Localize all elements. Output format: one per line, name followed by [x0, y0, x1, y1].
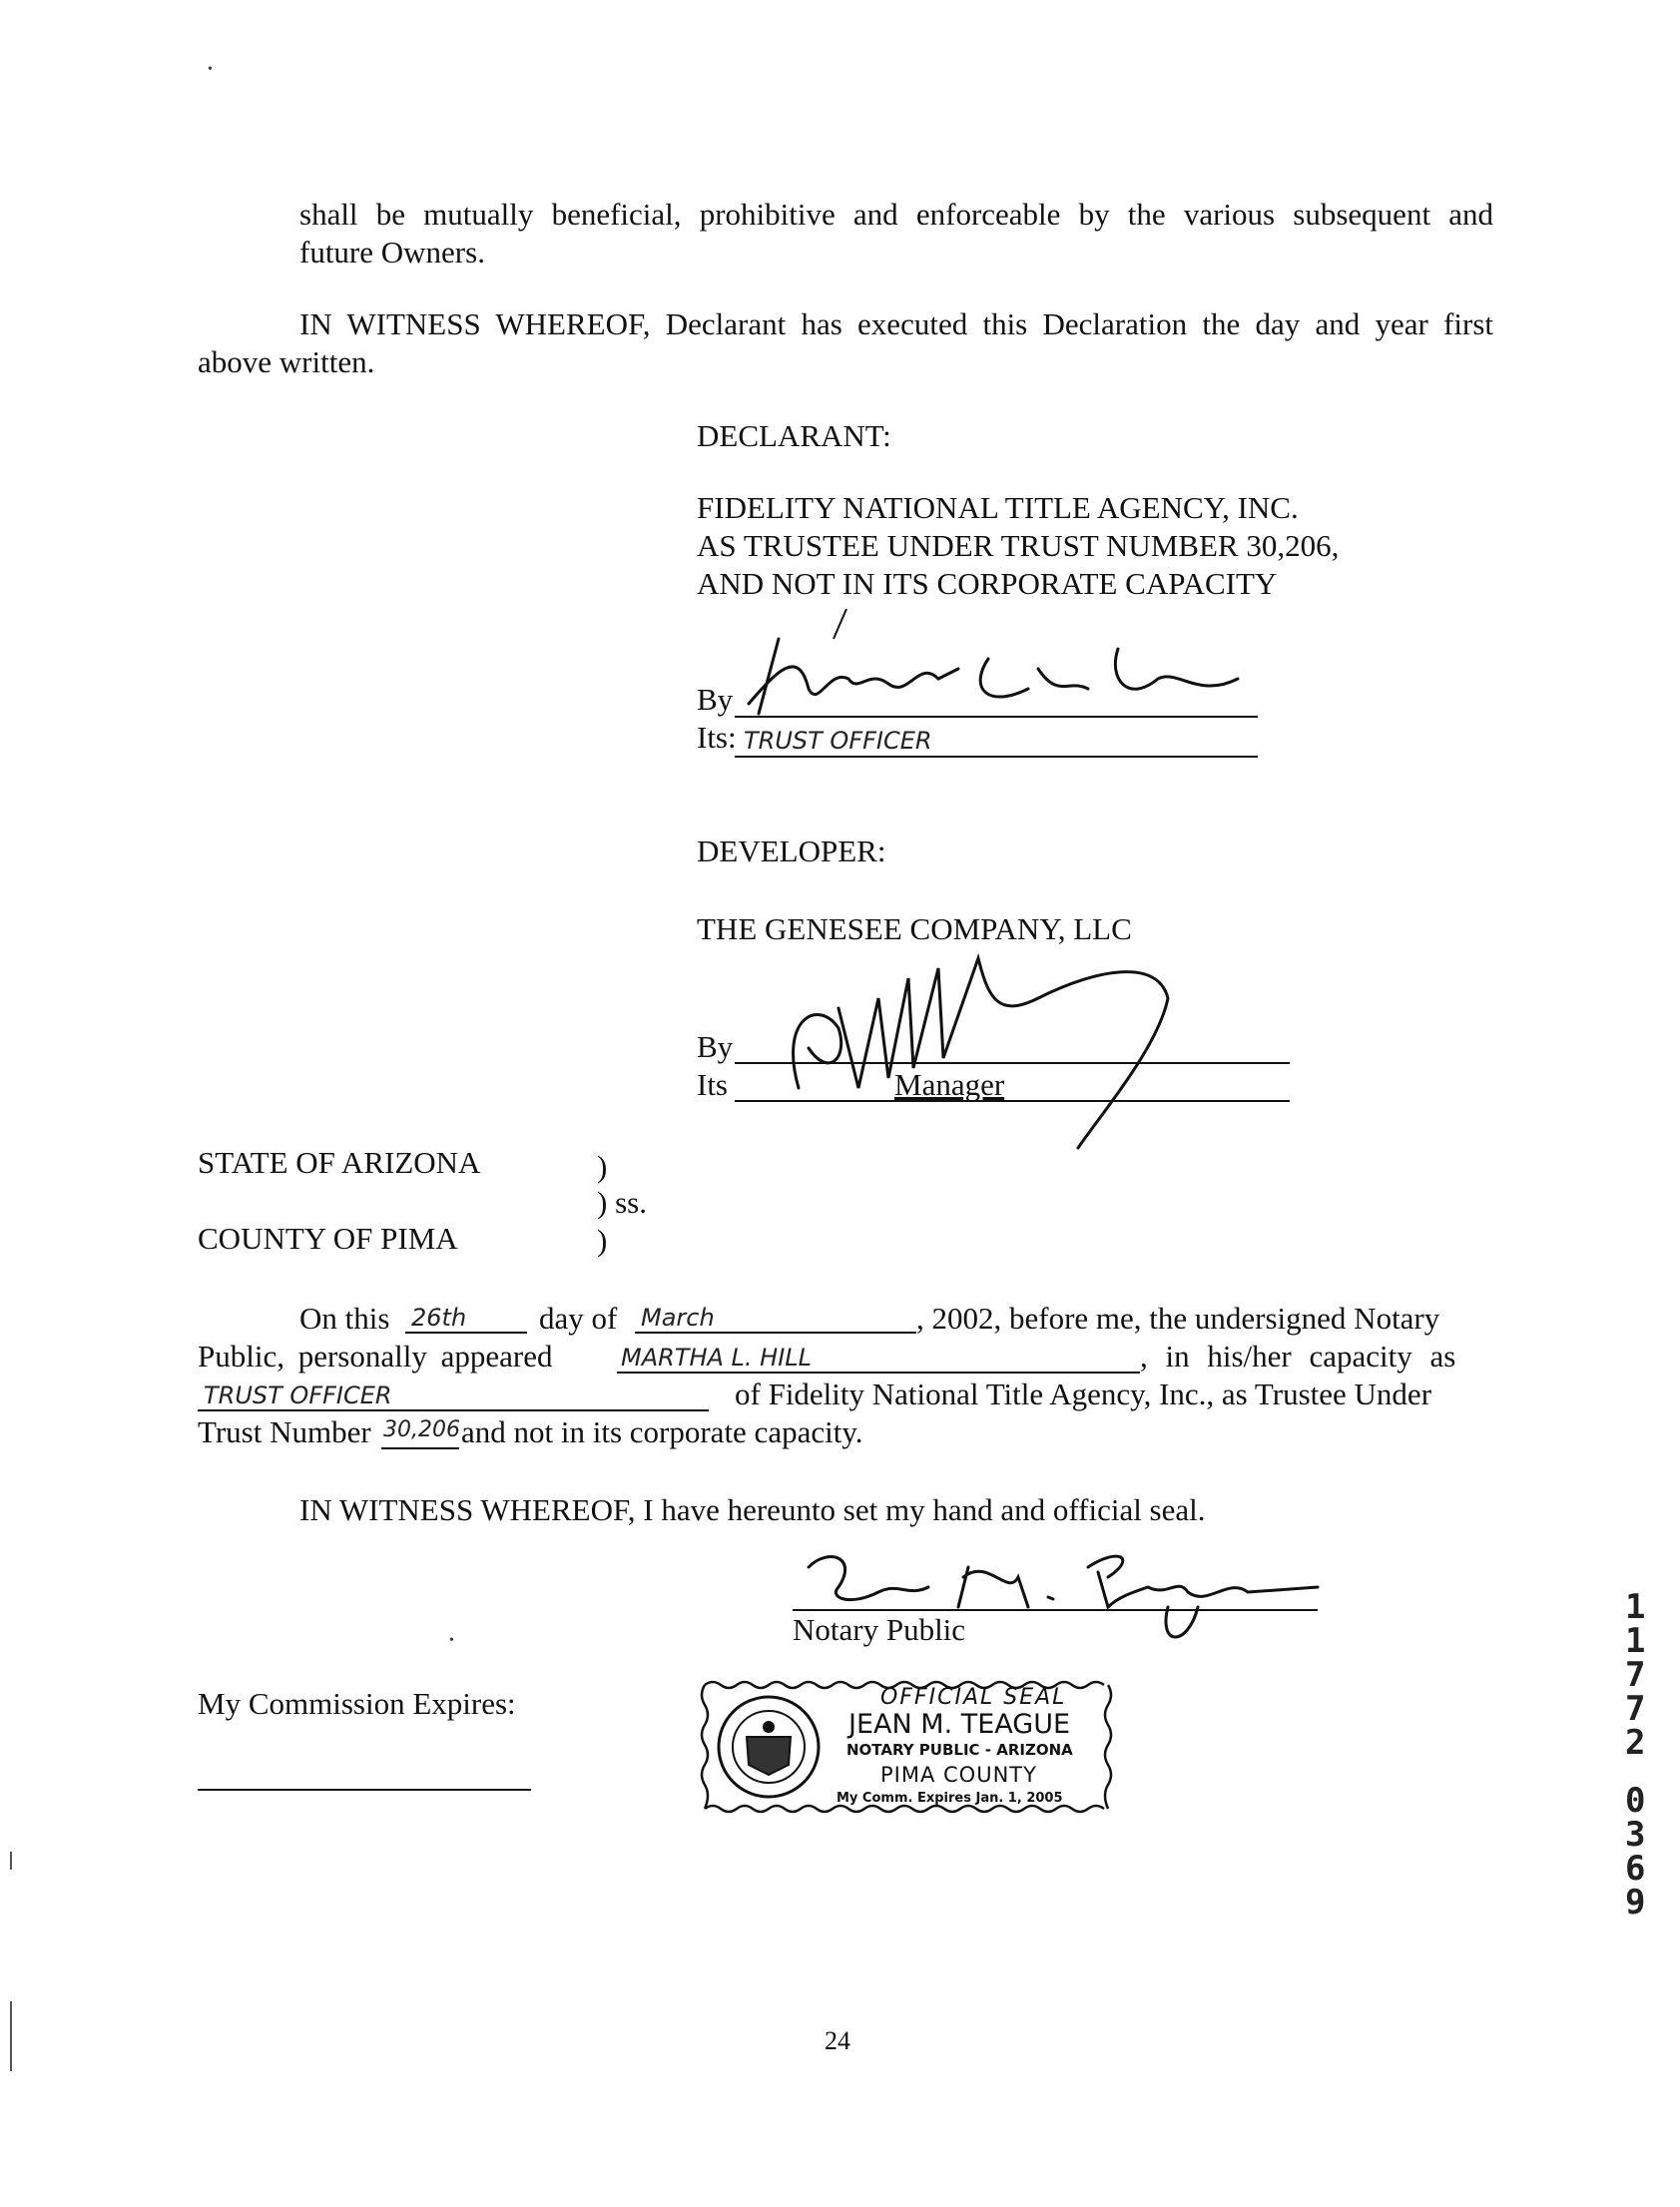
bates-digit: 7 [1625, 1689, 1646, 1729]
scan-speck-2: • [449, 1633, 454, 1648]
seal-line-3: NOTARY PUBLIC - ARIZONA [846, 1741, 1073, 1759]
seal-line-5: My Comm. Expires Jan. 1, 2005 [837, 1791, 1063, 1806]
venue-paren-1: ) [597, 1149, 608, 1184]
bates-digit: 6 [1625, 1849, 1646, 1889]
ack-month-line [635, 1332, 916, 1334]
commission-label: My Commission Expires: [198, 1686, 516, 1721]
declarant-its-label: Its: [697, 720, 737, 755]
ack-corporate-text: and not in its corporate capacity. [461, 1414, 863, 1449]
ack-trust-number-value: 30,206 [383, 1417, 460, 1442]
venue-ss: ) ss. [597, 1185, 647, 1220]
bates-digit: 0 [1625, 1781, 1646, 1821]
ack-year-text: , 2002, before me, the undersigned Notary [916, 1301, 1440, 1336]
ack-name-line [617, 1372, 1140, 1374]
commission-line [198, 1789, 531, 1791]
ack-trust-number-label: Trust Number [198, 1414, 371, 1449]
developer-company: THE GENESEE COMPANY, LLC [697, 911, 1132, 946]
bates-digit: 1 [1625, 1621, 1646, 1661]
seal-line-1: OFFICIAL SEAL [880, 1685, 1067, 1710]
developer-its-line [735, 1100, 1290, 1102]
bates-digit: 7 [1625, 1655, 1646, 1695]
paragraph-owners-line1: shall be mutually beneficial, prohibitive and enforceable by the various subsequent and [299, 197, 1493, 232]
ack-day-value: 26th [411, 1304, 467, 1332]
ack-day-line [405, 1332, 527, 1334]
declarant-its-value: TRUST OFFICER [744, 727, 932, 755]
witness-notary: IN WITNESS WHEREOF, I have hereunto set my hand and official seal. [299, 1492, 1206, 1527]
bates-digit: 2 [1625, 1723, 1646, 1763]
declarant-by-label: By [697, 682, 734, 717]
declarant-line-2: AS TRUSTEE UNDER TRUST NUMBER 30,206, [697, 528, 1340, 563]
declarant-its-line [735, 756, 1258, 758]
developer-its-value: Manager [894, 1067, 1005, 1102]
seal-line-4: PIMA COUNTY [880, 1763, 1037, 1787]
venue-state: STATE OF ARIZONA [198, 1145, 481, 1180]
scan-speck: • [208, 62, 213, 77]
witness-declarant-line1: IN WITNESS WHEREOF, Declarant has executed this Declaration the day and year first [299, 306, 1493, 341]
developer-its-label: Its [697, 1067, 728, 1102]
witness-declarant-line2: above written. [198, 344, 375, 379]
venue-county: COUNTY OF PIMA [198, 1221, 458, 1256]
ack-capacity-text: , in his/her capacity as [1140, 1339, 1456, 1374]
scan-edge-mark [10, 2001, 12, 2071]
page-number: 24 [825, 2026, 850, 2055]
ack-capacity-value: TRUST OFFICER [204, 1381, 392, 1409]
notary-seal [699, 1677, 1118, 1817]
bates-digit: 1 [1625, 1587, 1646, 1627]
declarant-heading: DECLARANT: [697, 418, 891, 453]
developer-heading: DEVELOPER: [697, 833, 886, 868]
notary-public-label: Notary Public [793, 1612, 966, 1647]
bates-digit: 9 [1625, 1883, 1646, 1923]
seal-line-2: JEAN M. TEAGUE [848, 1709, 1071, 1740]
developer-signature [739, 938, 1198, 1158]
ack-on-this: On this [299, 1301, 390, 1336]
ack-month-value: March [641, 1304, 715, 1332]
paragraph-owners-line2: future Owners. [299, 235, 485, 270]
venue-paren-2: ) [597, 1223, 608, 1258]
ack-trust-number-line [381, 1447, 459, 1449]
ack-name-value: MARTHA L. HILL [621, 1344, 813, 1372]
declarant-signature [739, 609, 1258, 719]
scan-edge-mark [10, 1852, 12, 1870]
ack-day-of: day of [539, 1301, 618, 1336]
ack-capacity-line [198, 1409, 709, 1411]
ack-agency-text: of Fidelity National Title Agency, Inc., as Trustee Under [735, 1377, 1432, 1411]
declarant-line-3: AND NOT IN ITS CORPORATE CAPACITY [697, 566, 1278, 601]
declarant-line-1: FIDELITY NATIONAL TITLE AGENCY, INC. [697, 490, 1299, 525]
developer-by-label: By [697, 1029, 734, 1064]
ack-public-appeared: Public, personally appeared [198, 1339, 553, 1374]
bates-digit: 3 [1625, 1815, 1646, 1855]
